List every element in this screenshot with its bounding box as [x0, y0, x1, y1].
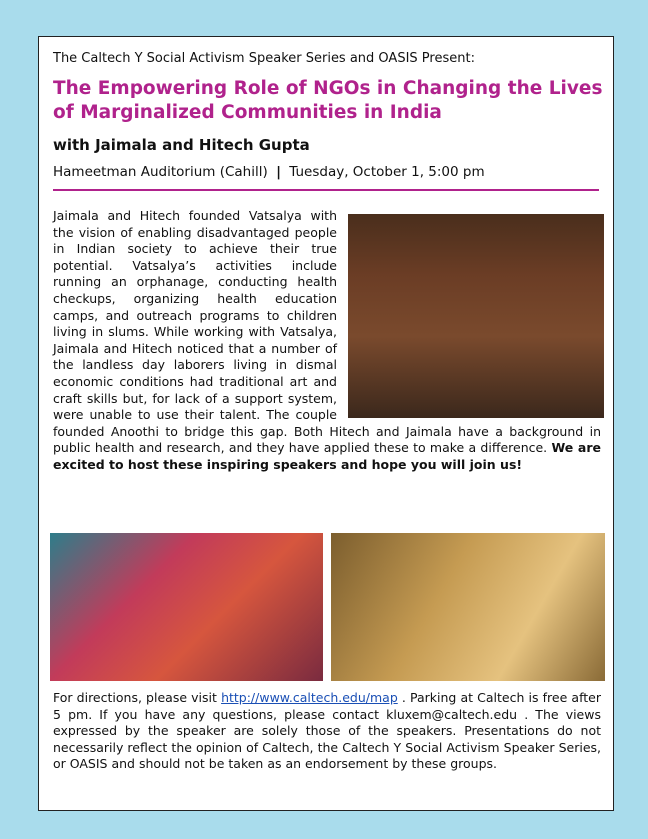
venue-line: [53, 164, 485, 180]
women-artisans-photo: [50, 533, 323, 681]
footer-notice: [53, 690, 601, 773]
venue-separator: |: [276, 164, 281, 180]
presenter-line: The Caltech Y Social Activism Speaker Series and OASIS Present:: [53, 51, 475, 66]
speakers-photo: [348, 214, 604, 418]
directions-prefix: For directions, please visit: [53, 690, 217, 705]
speakers-line: with Jaimala and Hitech Gupta: [53, 136, 310, 154]
map-link[interactable]: http://www.caltech.edu/map: [221, 690, 398, 705]
invitation-line: We are excited to host these inspiring speakers and hope you will join us!: [53, 440, 601, 472]
footer-details: . Parking at Caltech is free after 5 pm. If you have any questions, please contact kluxem@caltech.edu . The views expressed by the speaker are solely those of the speakers. Presentations do not necessarily reflect the opinion of Caltech, the Caltech Y Social Activism Speaker Series, or OASIS and should not be taken as an endorsement by these groups.: [53, 690, 601, 772]
flyer: [38, 36, 614, 811]
venue-name: Hameetman Auditorium (Cahill): [53, 164, 268, 180]
boys-brushing-photo: [331, 533, 605, 681]
title-divider: [53, 189, 599, 191]
event-title: The Empowering Role of NGOs in Changing the Lives of Marginalized Communities in India: [53, 78, 603, 123]
event-datetime: Tuesday, October 1, 5:00 pm: [289, 164, 485, 180]
description-paragraph: Jaimala and Hitech founded Vatsalya with the vision of enabling disadvantaged people in Indian society to achieve their true potential. Vatsalya’s activities include running an orphanage, conducting health checkups, organizing health education camps, and outreach programs to children living in slums. While working with Vatsalya, Jaimala and Hitech noticed that a number of the landless day laborers living in dismal economic conditions had traditional art and craft skills but, for lack of a support system, were unable to use their talent. The couple founded Anoothi to bridge this gap. Both Hitech and Jaimala have a background in public health and research, and they have applied these to make a difference.: [53, 208, 601, 456]
